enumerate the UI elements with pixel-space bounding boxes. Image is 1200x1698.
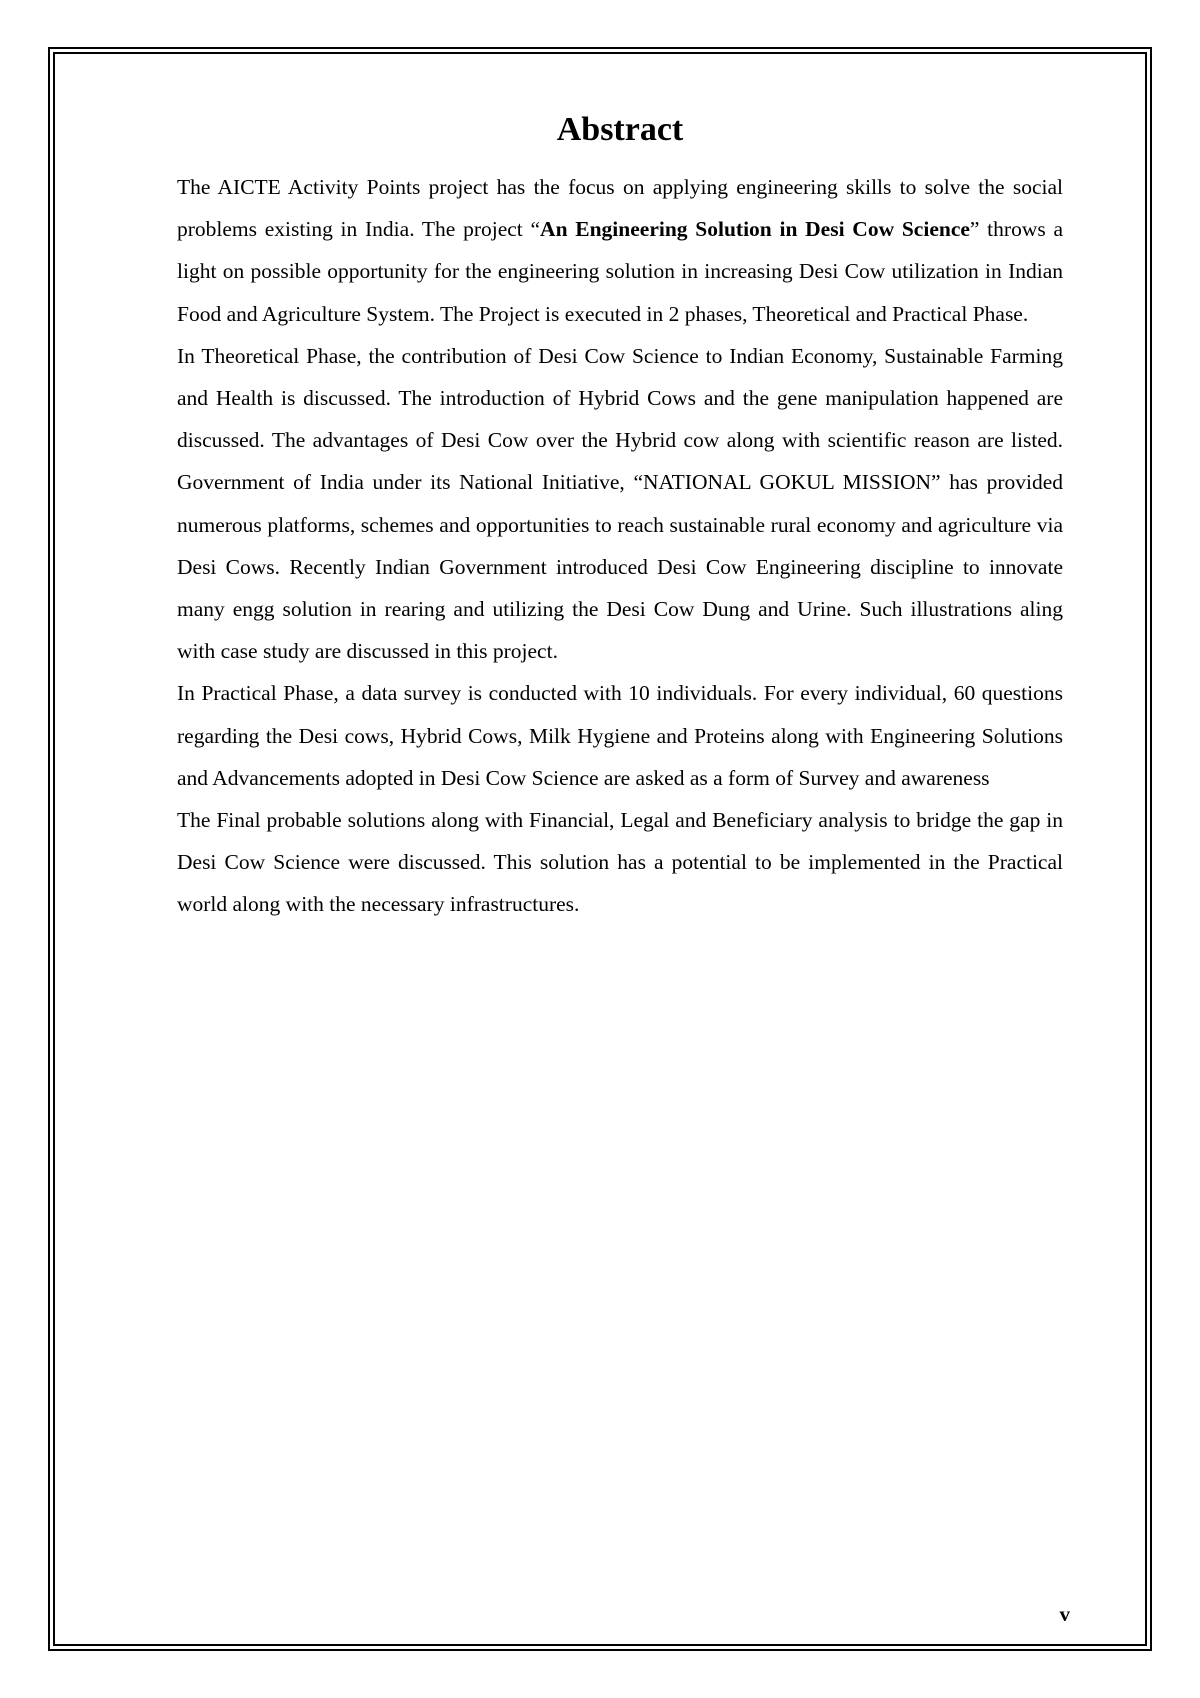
page-number: v: [1059, 1602, 1070, 1626]
page-title: Abstract: [556, 111, 684, 148]
abstract-paragraph-1: [177, 166, 1063, 335]
abstract-paragraph-2: In Theoretical Phase, the contribution of Desi Cow Science to Indian Economy, Sustainable Farming and Health is discussed. The introduction of Hybrid Cows and the gene manipulation happened are discussed. The advantages of Desi Cow over the Hybrid cow along with scientific reason are listed. Government of India under its National Initiative, “NATIONAL GOKUL MISSION” has provided numerous platforms, schemes and opportunities to reach sustainable rural economy and agriculture via Desi Cows. Recently Indian Government introduced Desi Cow Engineering discipline to innovate many engg solution in rearing and utilizing the Desi Cow Dung and Urine. Such illustrations aling with case study are discussed in this project.: [177, 343, 1063, 664]
abstract-content: [177, 106, 1063, 926]
project-title: An Engineering Solution in Desi Cow Science: [540, 217, 970, 242]
abstract-paragraph-4: The Final probable solutions along with Financial, Legal and Beneficiary analysis to bridge the gap in Desi Cow Science were discussed. This solution has a potential to be implemented in the Practical world along with the necessary infrastructures.: [177, 808, 1063, 917]
paragraph-1-rest: ” throws a light on possible opportunity for the engineering solution in increasing Desi Cow utilization in Indian Food and Agriculture System. The Project is executed in 2 phases, Theoretical and Practical Phase.: [177, 217, 1063, 326]
paragraph-1-intro: The AICTE Activity Points project has the focus on applying engineering skills to solve the social problems existing in India. The project “: [177, 175, 1063, 242]
abstract-paragraph-3: In Practical Phase, a data survey is conducted with 10 individuals. For every individual, 60 questions regarding the Desi cows, Hybrid Cows, Milk Hygiene and Proteins along with Engineering Solutions and Advancements adopted in Desi Cow Science are asked as a form of Survey and awareness: [177, 681, 1063, 790]
